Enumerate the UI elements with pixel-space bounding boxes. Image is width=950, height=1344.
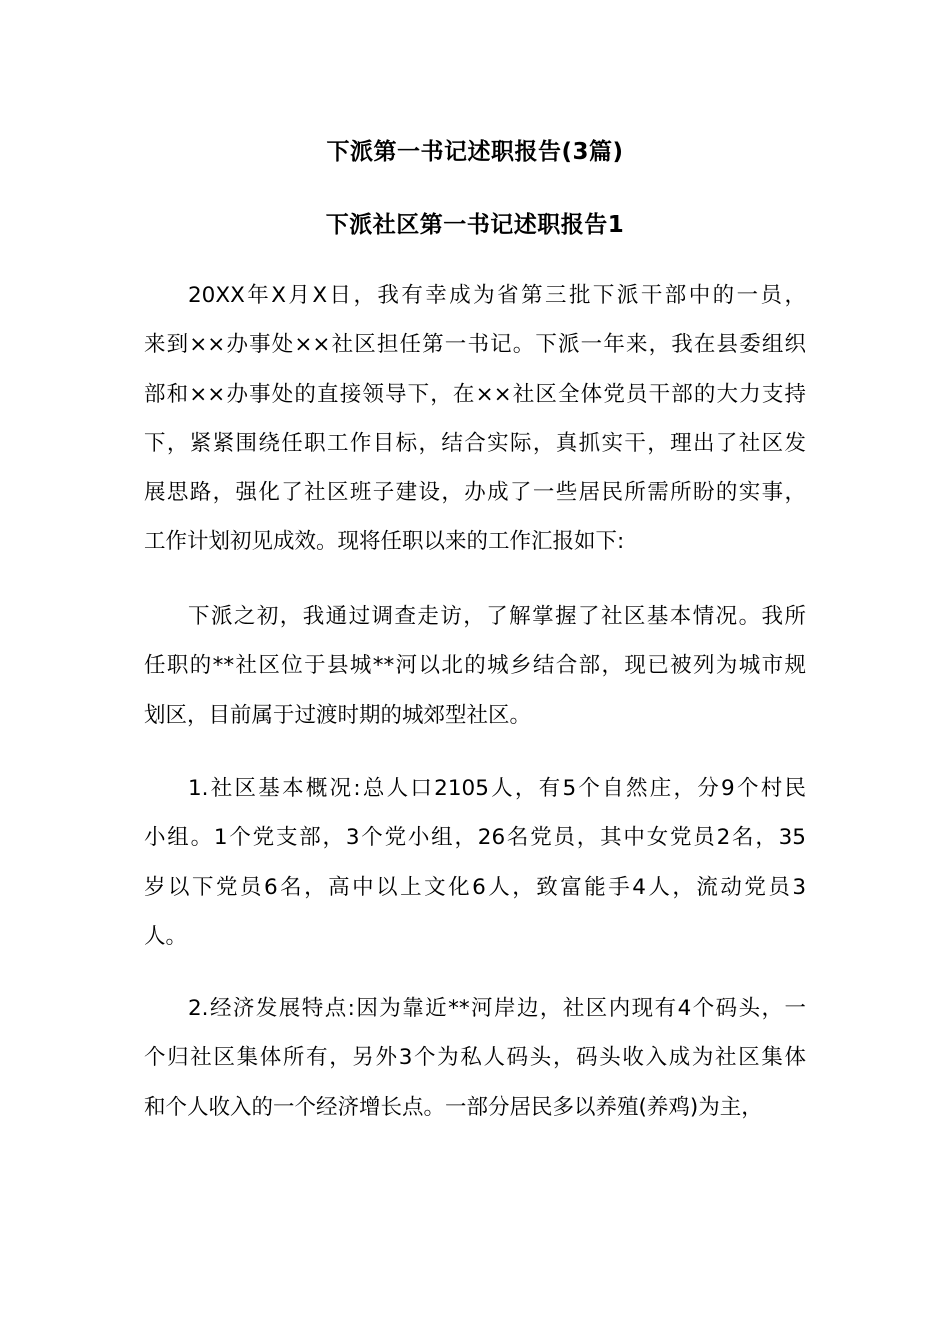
paragraph-line: 和个人收入的一个经济增长点。一部分居民多以养殖(养鸡)为主，: [144, 1094, 763, 1120]
paragraph-intro: [144, 271, 806, 567]
paragraph-line: 展思路，强化了社区班子建设，办成了一些居民所需所盼的实事，: [144, 480, 806, 506]
paragraph-line: 工作计划初见成效。现将任职以来的工作汇报如下:: [144, 529, 625, 555]
paragraph-line: 下派之初，我通过调查走访，了解掌握了社区基本情况。我所: [188, 604, 806, 629]
paragraph-line: 20XX年X月X日，我有幸成为省第三批下派干部中的一员，: [188, 283, 806, 308]
paragraph-line: 部和××办事处的直接领导下，在××社区全体党员干部的大力支持: [144, 381, 806, 407]
paragraph-line: 下，紧紧围绕任职工作目标，结合实际，真抓实干，理出了社区发: [144, 430, 806, 456]
paragraph-line: 个归社区集体所有，另外3个为私人码头，码头收入成为社区集体: [144, 1045, 806, 1071]
paragraph-line: 划区，目前属于过渡时期的城郊型社区。: [144, 702, 532, 728]
paragraph-line: 小组。1个党支部，3个党小组，26名党员，其中女党员2名，35: [144, 825, 806, 851]
paragraph-line: 1.社区基本概况:总人口2105人，有5个自然庄，分9个村民: [188, 776, 806, 801]
document-title: 下派第一书记述职报告(3篇): [326, 139, 624, 165]
paragraph-line: 人。: [144, 923, 188, 949]
paragraph-economy: [144, 984, 806, 1132]
paragraph-background: [144, 592, 806, 740]
paragraph-line: 任职的**社区位于县城**河以北的城乡结合部，现已被列为城市规: [144, 653, 806, 679]
paragraph-overview: [144, 764, 806, 961]
document-subtitle: 下派社区第一书记述职报告1: [325, 212, 625, 238]
paragraph-line: 来到××办事处××社区担任第一书记。下派一年来，我在县委组织: [144, 332, 806, 358]
paragraph-line: 2.经济发展特点:因为靠近**河岸边，社区内现有4个码头，一: [188, 996, 806, 1021]
paragraph-line: 岁以下党员6名，高中以上文化6人，致富能手4人，流动党员3: [144, 874, 806, 900]
